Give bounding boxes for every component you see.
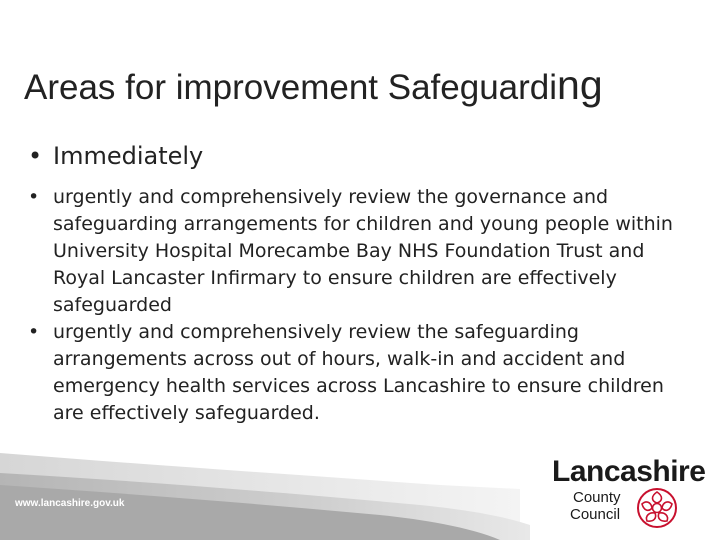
- lancashire-county-council-logo: [552, 455, 717, 535]
- logo-name: Lancashire: [552, 455, 706, 488]
- bullet-list: [28, 140, 698, 427]
- logo-line-county: County: [573, 489, 621, 506]
- red-rose-icon: [636, 487, 678, 529]
- bullet-item: • Immediately: [28, 140, 698, 172]
- slide-title-main: Areas for improvement Safeguardi: [24, 68, 558, 107]
- bullet-item: • urgently and comprehensively review the safeguarding arrangements across out of hours, walk-in and accident and emergency health services across Lancashire to ensure children are effectively safeguarded.: [28, 319, 698, 427]
- slide-title: [24, 62, 603, 109]
- logo-line-council: Council: [570, 506, 621, 523]
- website-url[interactable]: www.lancashire.gov.uk: [15, 498, 125, 509]
- bullet-item: • urgently and comprehensively review the governance and safeguarding arrangements for children and young people within University Hospital Morecambe Bay NHS Foundation Trust and Royal Lancaster Infirmary to ensure children are effectively safeguarded: [28, 184, 698, 319]
- slide-title-tail: ng: [557, 62, 603, 108]
